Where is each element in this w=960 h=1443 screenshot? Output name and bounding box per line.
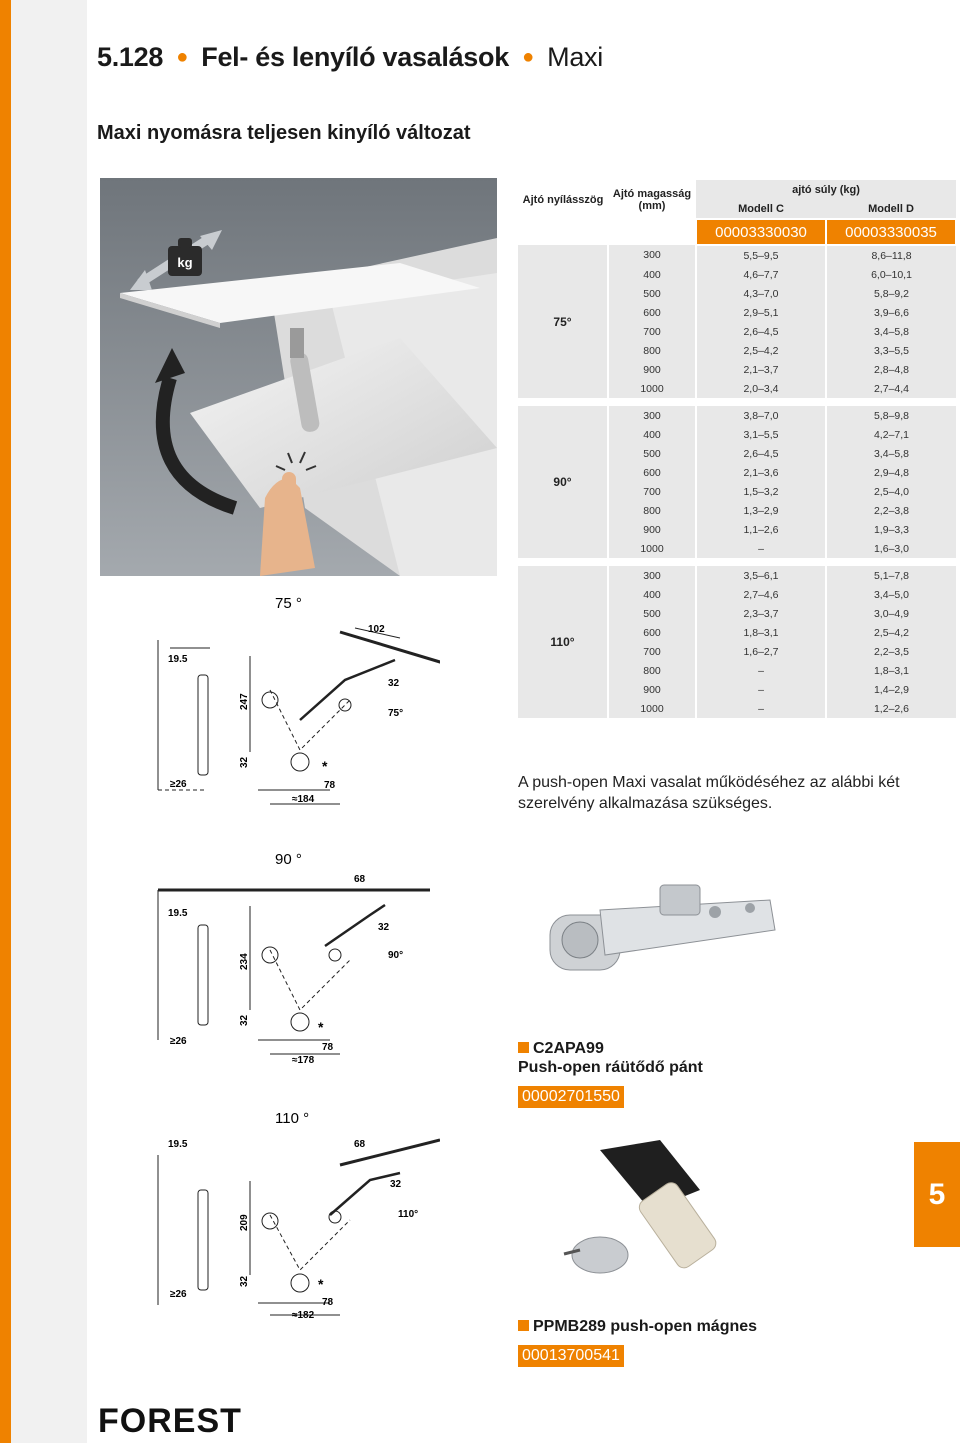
model-c-cell: 2,7–4,6 — [696, 585, 826, 604]
height-cell: 600 — [608, 303, 696, 322]
height-cell: 600 — [608, 623, 696, 642]
height-cell: 600 — [608, 463, 696, 482]
model-c-cell: – — [696, 699, 826, 718]
height-cell: 1000 — [608, 379, 696, 398]
height-cell: 900 — [608, 520, 696, 539]
model-d-cell: 5,8–9,2 — [826, 284, 956, 303]
height-cell: 900 — [608, 680, 696, 699]
model-d-cell: 1,8–3,1 — [826, 661, 956, 680]
model-d-cell: 3,4–5,8 — [826, 322, 956, 341]
height-cell: 700 — [608, 642, 696, 661]
diagram-75 — [150, 590, 440, 815]
product-photo — [100, 178, 497, 576]
dim-min: ≥26 — [170, 1289, 187, 1300]
angle-cell: 75° — [518, 245, 608, 398]
magnet-photo — [560, 1130, 800, 1295]
angle-label: 110 ° — [275, 1110, 310, 1127]
dim-height: 209 — [239, 1214, 250, 1231]
model-c-cell: 4,3–7,0 — [696, 284, 826, 303]
product-code-c2apa99: C2APA99 — [518, 1040, 604, 1058]
header-height: Ajtó magasság (mm) — [612, 187, 692, 212]
chapter-tab: 5 — [914, 1142, 960, 1247]
code-model-d: 00003330035 — [826, 219, 956, 245]
model-d-cell: 2,2–3,5 — [826, 642, 956, 661]
table-body — [518, 245, 956, 718]
dim-min: ≥26 — [170, 779, 187, 790]
model-c-cell: – — [696, 539, 826, 558]
dim-offset: 19.5 — [168, 908, 188, 919]
dim-78: 78 — [322, 1297, 334, 1308]
angle-cell: 90° — [518, 406, 608, 558]
bullet-icon: ● — [176, 46, 189, 68]
model-c-cell: 1,5–3,2 — [696, 482, 826, 501]
model-d-cell: 3,9–6,6 — [826, 303, 956, 322]
title-text: Fel- és lenyíló vasalások — [201, 42, 509, 72]
height-cell: 300 — [608, 406, 696, 425]
dim-height: 247 — [239, 693, 250, 710]
model-c-cell: 2,6–4,5 — [696, 444, 826, 463]
star-mark: * — [318, 1276, 324, 1292]
height-cell: 400 — [608, 585, 696, 604]
table-row — [518, 245, 956, 265]
header-model-c: Modell C — [696, 199, 826, 219]
load-table — [518, 180, 956, 718]
diagram-110 — [150, 1105, 440, 1330]
dim-total: ≈182 — [292, 1310, 315, 1321]
section-number: 5.128 — [97, 42, 164, 72]
dim-top: 68 — [354, 1139, 366, 1150]
height-cell: 500 — [608, 284, 696, 303]
dim-total: ≈178 — [292, 1055, 315, 1066]
dim-open: 110° — [398, 1209, 419, 1220]
page-title — [97, 42, 603, 73]
forest-logo: FOREST — [98, 1402, 242, 1440]
table-row — [518, 406, 956, 425]
model-c-cell: 2,6–4,5 — [696, 322, 826, 341]
angle-cell: 110° — [518, 566, 608, 718]
model-d-cell: 3,4–5,8 — [826, 444, 956, 463]
left-margin-strip — [0, 0, 87, 1443]
product-number-magnet: 00013700541 — [518, 1345, 624, 1367]
model-d-cell: 1,6–3,0 — [826, 539, 956, 558]
model-d-cell: 2,5–4,0 — [826, 482, 956, 501]
square-bullet-icon — [518, 1320, 529, 1331]
model-c-cell: 1,8–3,1 — [696, 623, 826, 642]
model-c-cell: 3,5–6,1 — [696, 566, 826, 585]
model-d-cell: 2,2–3,8 — [826, 501, 956, 520]
model-d-cell: 3,3–5,5 — [826, 341, 956, 360]
dim-open: 75° — [388, 708, 404, 719]
header-model-d: Modell D — [826, 199, 956, 219]
angle-label: 75 ° — [275, 595, 302, 612]
model-d-cell: 6,0–10,1 — [826, 265, 956, 284]
model-d-cell: 2,8–4,8 — [826, 360, 956, 379]
dim-top: 68 — [354, 874, 366, 885]
dim-top: 102 — [368, 624, 385, 635]
section-color-bar — [0, 0, 11, 1443]
height-cell: 1000 — [608, 539, 696, 558]
group-spacer — [518, 558, 956, 566]
model-c-cell: 3,1–5,5 — [696, 425, 826, 444]
page-subtitle: Maxi nyomásra teljesen kinyíló változat — [97, 122, 471, 144]
model-c-cell: 1,6–2,7 — [696, 642, 826, 661]
dim-min: ≥26 — [170, 1036, 187, 1047]
table-row — [518, 566, 956, 585]
dim-offset: 19.5 — [168, 654, 188, 665]
height-cell: 700 — [608, 322, 696, 341]
dim-base: 32 — [239, 1014, 250, 1026]
model-d-cell: 2,7–4,4 — [826, 379, 956, 398]
dim-78: 78 — [322, 1042, 334, 1053]
model-c-cell: 2,5–4,2 — [696, 341, 826, 360]
dim-arm: 32 — [378, 922, 390, 933]
model-c-cell: 5,5–9,5 — [696, 245, 826, 265]
model-d-cell: 1,9–3,3 — [826, 520, 956, 539]
dim-base: 32 — [239, 1275, 250, 1287]
height-cell: 400 — [608, 265, 696, 284]
star-mark: * — [318, 1019, 324, 1035]
product-name-hinge: Push-open ráütődő pánt — [518, 1059, 703, 1076]
model-c-cell: 2,3–3,7 — [696, 604, 826, 623]
model-d-cell: 3,4–5,0 — [826, 585, 956, 604]
height-cell: 300 — [608, 245, 696, 265]
model-d-cell: 8,6–11,8 — [826, 245, 956, 265]
group-spacer — [518, 398, 956, 406]
dim-arm: 32 — [388, 678, 400, 689]
code-model-c: 00003330030 — [696, 219, 826, 245]
diagram-90 — [150, 850, 440, 1075]
dim-arm: 32 — [390, 1179, 402, 1190]
product-name-magnet: PPMB289 push-open mágnes — [518, 1318, 757, 1336]
height-cell: 500 — [608, 444, 696, 463]
height-cell: 800 — [608, 501, 696, 520]
dim-open: 90° — [388, 950, 404, 961]
hinge-photo — [545, 860, 785, 990]
dim-base: 32 — [239, 756, 250, 768]
height-cell: 300 — [608, 566, 696, 585]
model-c-cell: 2,1–3,7 — [696, 360, 826, 379]
dim-offset: 19.5 — [168, 1139, 188, 1150]
height-cell: 500 — [608, 604, 696, 623]
model-d-cell: 1,4–2,9 — [826, 680, 956, 699]
model-c-cell: 4,6–7,7 — [696, 265, 826, 284]
model-d-cell: 4,2–7,1 — [826, 425, 956, 444]
dim-total: ≈184 — [292, 794, 315, 805]
height-cell: 700 — [608, 482, 696, 501]
header-angle: Ajtó nyílásszög — [522, 193, 604, 206]
product-number-hinge: 00002701550 — [518, 1086, 624, 1108]
dim-78: 78 — [324, 780, 336, 791]
bullet-icon: ● — [522, 46, 534, 68]
requirement-note: A push-open Maxi vasalat működéséhez az alábbi két szerelvény alkalmazása szükséges. — [518, 774, 900, 812]
height-cell: 800 — [608, 341, 696, 360]
model-c-cell: 2,9–5,1 — [696, 303, 826, 322]
model-d-cell: 2,9–4,8 — [826, 463, 956, 482]
model-c-cell: 2,1–3,6 — [696, 463, 826, 482]
star-mark: * — [322, 758, 328, 774]
model-d-cell: 5,1–7,8 — [826, 566, 956, 585]
model-c-cell: 2,0–3,4 — [696, 379, 826, 398]
weight-label: kg — [177, 255, 193, 270]
model-d-cell: 1,2–2,6 — [826, 699, 956, 718]
model-c-cell: – — [696, 680, 826, 699]
height-cell: 800 — [608, 661, 696, 680]
model-d-cell: 3,0–4,9 — [826, 604, 956, 623]
model-d-cell: 2,5–4,2 — [826, 623, 956, 642]
model-c-cell: 1,1–2,6 — [696, 520, 826, 539]
model-c-cell: 3,8–7,0 — [696, 406, 826, 425]
angle-label: 90 ° — [275, 851, 302, 868]
category-text: Maxi — [547, 42, 603, 72]
height-cell: 400 — [608, 425, 696, 444]
model-c-cell: 1,3–2,9 — [696, 501, 826, 520]
model-d-cell: 5,8–9,8 — [826, 406, 956, 425]
square-bullet-icon — [518, 1042, 529, 1053]
dim-height: 234 — [239, 953, 250, 970]
height-cell: 900 — [608, 360, 696, 379]
model-c-cell: – — [696, 661, 826, 680]
height-cell: 1000 — [608, 699, 696, 718]
header-weight: ajtó súly (kg) — [696, 180, 956, 199]
